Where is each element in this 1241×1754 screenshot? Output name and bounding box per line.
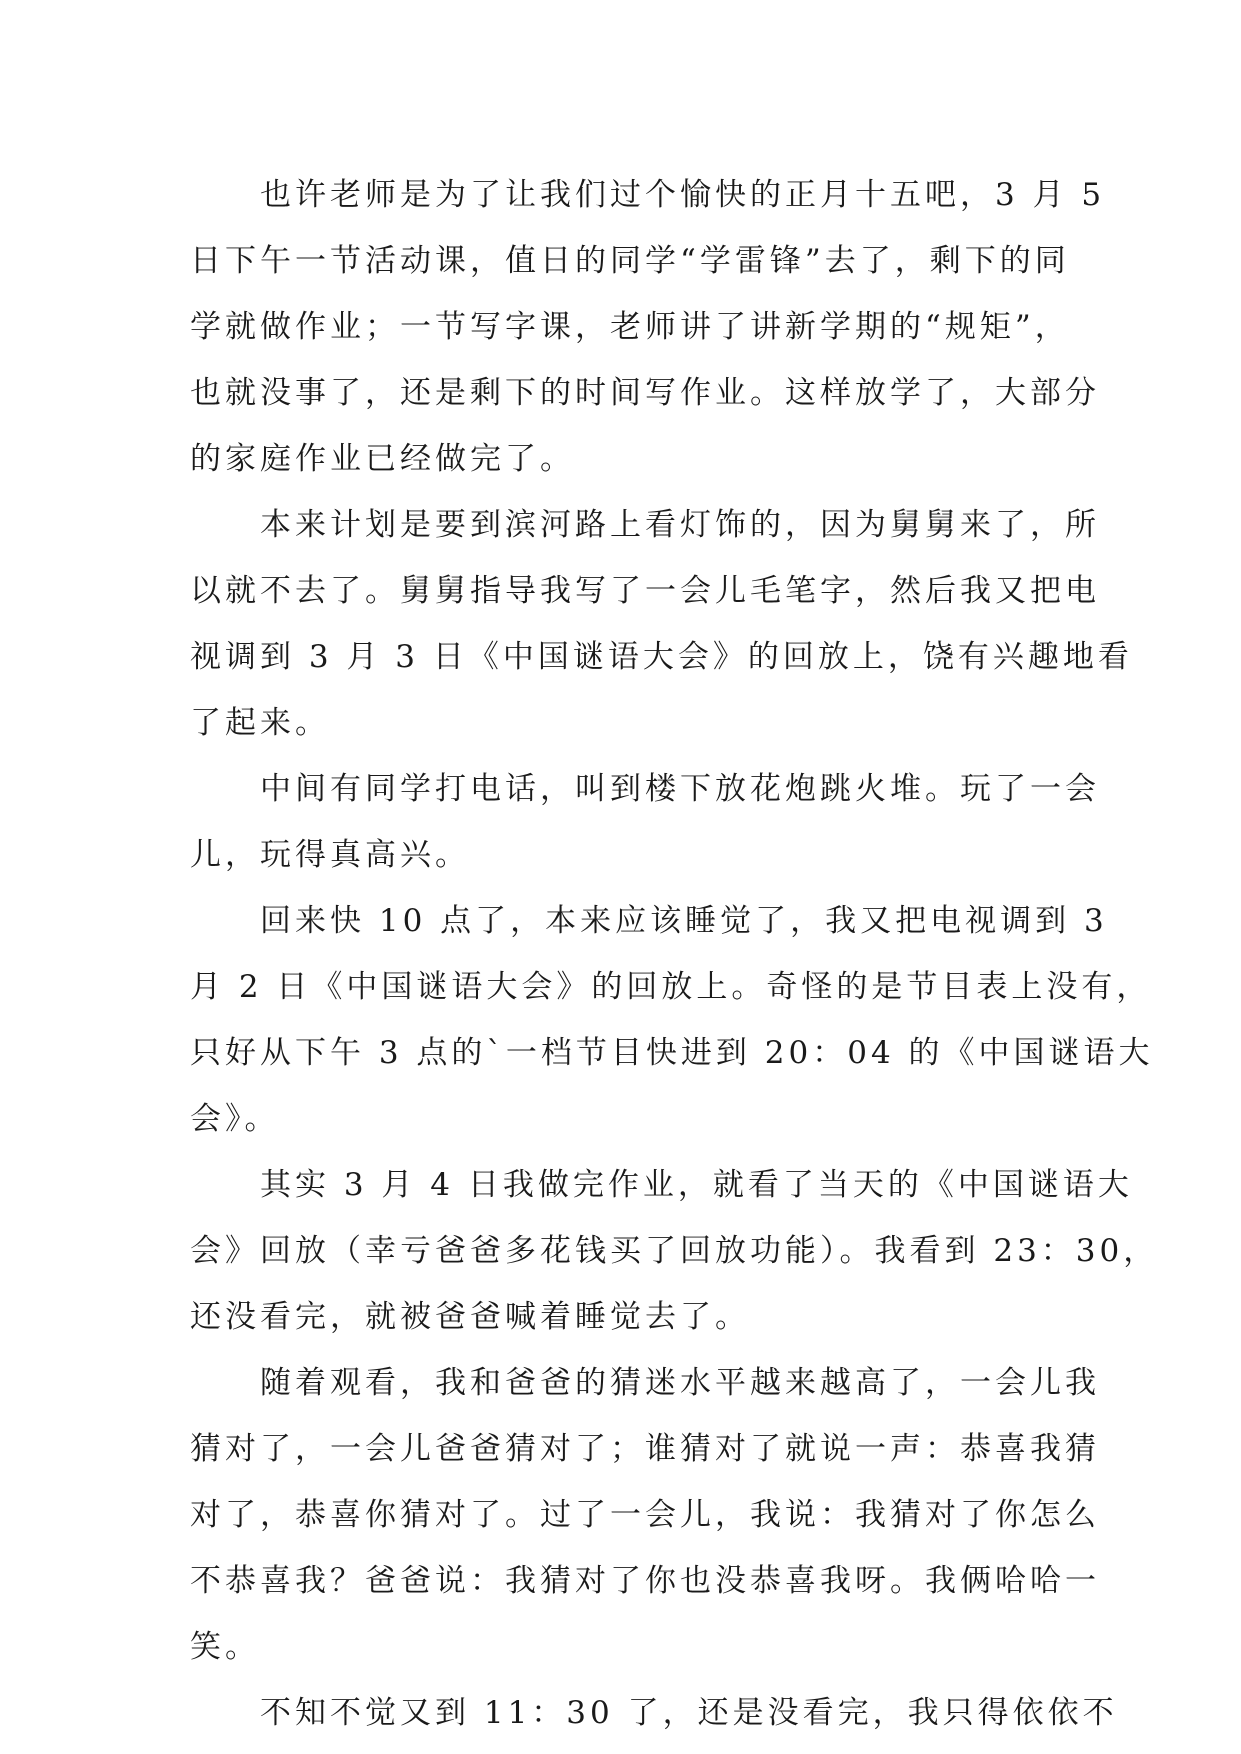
text-line: 随着观看，我和爸爸的猜迷水平越来越高了，一会儿我 <box>260 1365 1100 1401</box>
text-line: 会》。 <box>190 1101 280 1137</box>
text-line: 也许老师是为了让我们过个愉快的正月十五吧，3 月 5 <box>260 177 1106 213</box>
text-line: 视调到 3 月 3 日《中国谜语大会》的回放上，饶有兴趣地看 <box>190 639 1133 675</box>
text-line: 的家庭作业已经做完了。 <box>190 441 575 477</box>
paragraph-4 <box>190 888 1154 1152</box>
text-line: 了起来。 <box>190 705 330 741</box>
text-line: 学就做作业；一节写字课，老师讲了讲新学期的“规矩”， <box>190 309 1070 345</box>
text-line: 不恭喜我？爸爸说：我猜对了你也没恭喜我呀。我俩哈哈一 <box>190 1563 1100 1599</box>
text-line: 对了，恭喜你猜对了。过了一会儿，我说：我猜对了你怎么 <box>190 1497 1100 1533</box>
paragraph-5 <box>190 1152 1159 1350</box>
text-line: 不知不觉又到 11：30 了，还是没看完，我只得依依不 <box>260 1695 1118 1731</box>
text-line: 笑。 <box>190 1629 260 1665</box>
document-body <box>190 162 1159 1746</box>
text-line: 会》回放（幸亏爸爸多花钱买了回放功能）。我看到 23：30， <box>190 1233 1159 1269</box>
paragraph-3 <box>190 756 1100 888</box>
text-line: 猜对了，一会儿爸爸猜对了；谁猜对了就说一声：恭喜我猜 <box>190 1431 1100 1467</box>
text-line: 也就没事了，还是剩下的时间写作业。这样放学了，大部分 <box>190 375 1100 411</box>
paragraph-6 <box>190 1350 1100 1680</box>
text-line: 只好从下午 3 点的`一档节目快进到 20：04 的《中国谜语大 <box>190 1035 1154 1071</box>
text-line: 本来计划是要到滨河路上看灯饰的，因为舅舅来了，所 <box>260 507 1100 543</box>
text-line: 回来快 10 点了，本来应该睡觉了，我又把电视调到 3 <box>260 903 1108 939</box>
text-line: 以就不去了。舅舅指导我写了一会儿毛笔字，然后我又把电 <box>190 573 1100 609</box>
text-line: 中间有同学打电话，叫到楼下放花炮跳火堆。玩了一会 <box>260 771 1100 807</box>
text-line: 月 2 日《中国谜语大会》的回放上。奇怪的是节目表上没有， <box>190 969 1152 1005</box>
paragraph-1 <box>190 162 1106 492</box>
text-line: 其实 3 月 4 日我做完作业，就看了当天的《中国谜语大 <box>260 1167 1133 1203</box>
paragraph-2 <box>190 492 1133 756</box>
text-line: 儿，玩得真高兴。 <box>190 837 470 873</box>
text-line: 日下午一节活动课，值日的同学“学雷锋”去了，剩下的同 <box>190 243 1070 279</box>
text-line: 还没看完，就被爸爸喊着睡觉去了。 <box>190 1299 750 1335</box>
paragraph-7 <box>190 1680 1118 1746</box>
